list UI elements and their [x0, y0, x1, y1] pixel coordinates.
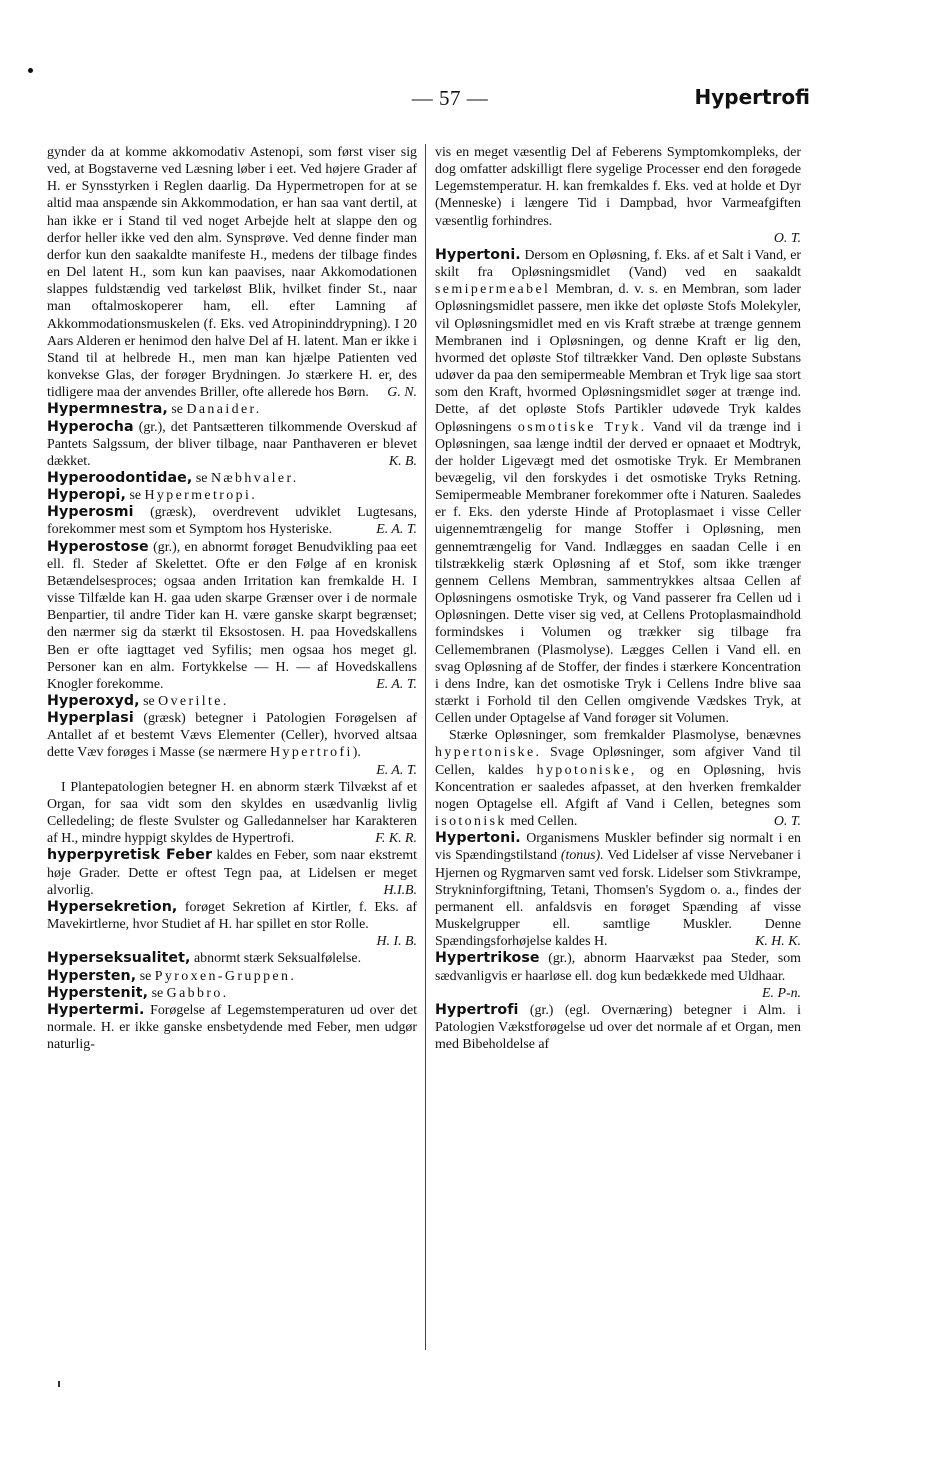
entry-text: (græsk) betegner i Patologien Forøgelsen af Antallet af et bestemt Vævs Elementer (Celler), hvorved altsaa dette Væv forøges i Masse (se nærmere: [47, 711, 417, 761]
entry-hyperopi: [47, 487, 417, 504]
entry-hyperoodontidae: [47, 470, 417, 487]
author-signature: F. K. R.: [375, 831, 417, 847]
entry-text-tail: ).: [352, 745, 361, 761]
cross-reference: Hypertrofi: [270, 745, 353, 761]
entry-hypertoni-osmotic-paragraph-2: [435, 727, 801, 830]
headword: Hyperseksualitet,: [47, 950, 191, 967]
entry-text: kaldes en Feber, som naar ekstremt høje Grader. Dette er oftest Tegn paa, at Lidelsen er meget alvorlig.: [47, 848, 417, 898]
entry-hyperostose: [47, 539, 417, 693]
page-number: — 57 —: [411, 86, 489, 110]
entry-text: (gr.) (egl. Overnæring) betegner i Alm. i Patologien Vækstforøgelse ud over det normale af et Organ, men med Bibeholdelse af: [435, 1002, 801, 1053]
entry-text: Vand vil da trænge ind i Opløsningen, saa længe indtil der derved er opnaaet et Modtryk, der holder Ligevægt med det osmotiske Tryk. Er Membranen bevægelig, vil den forskydes i det osmotiske Tryks Retning. Semipermeable Membraner forekommer ofte i Naturen. Saaledes er f. Eks. den yderste Hinde af Protoplasmaet i visse Celler uigennemtrængelig for mange Stoffer i Opløsning, men gennemtrængelig for Vand. Indlægges en saadan Celle i en tilstrækkelig stærk Opløsning af et Stof, som ikke trænger gennem Cellens Membran, sammentrykkes altsaa Cellen af Opløsningens osmotiske Tryk, og Vand passerer fra Cellen ud i Opløsningen. Dette viser sig ved, at Cellens Protoplasmaindhold formindskes i Volumen og trækker sig tilbage fra Cellemembranen (Plasmolyse). Lægges Cellen i Vand ell. en svag Opløsning af de Stoffer, der findes i stærkere Koncentration i dens Indre, kan det osmotiske Tryk i Cellens Indre blive saa stærkt i Forhold til den Cellen omgivende Vædskes Tryk, at Cellen under Optagelse af Vand forøger sit Volumen.: [435, 419, 801, 727]
column-divider: [425, 144, 426, 1350]
margin-dot: [28, 68, 33, 73]
cross-reference: Hypermetropi.: [144, 488, 258, 504]
margin-mark: [58, 1381, 60, 1387]
cross-ref-prefix: se: [139, 968, 152, 984]
headword: Hypermnestra,: [47, 401, 168, 418]
author-signature: E. A. T.: [376, 762, 417, 778]
entry-hypertoni-osmotic: [435, 247, 801, 727]
entry-text: Stærke Opløsninger, som fremkalder Plasmolyse, benævnes: [449, 728, 801, 744]
headword: Hypersten,: [47, 967, 137, 984]
author-signature: O. T.: [773, 230, 801, 246]
entry-continuation-hypertermi: [435, 144, 801, 247]
entry-text: Forøgelse af Legemstemperaturen ud over det normale. H. er ikke ganske ensbetydende med Feber, men udgør naturlig-: [47, 1002, 417, 1053]
author-signature: H. I. B.: [376, 934, 417, 950]
entry-text: forøget Sekretion af Kirtler, f. Eks. af Mavekirtlerne, hvor Studiet af H. har spillet en stor Rolle.: [47, 899, 417, 933]
entry-text: (gr.), det Pantsætteren tilkommende Overskud af Pantets Salgssum, der bliver tilbage, naar Panthaveren er blevet dækket.: [47, 419, 417, 469]
author-signature: G. N.: [387, 385, 417, 401]
entry-text: gynder da at komme akkomodativ Astenopi, som først viser sig ved, at Bogstaverne ved Læsning løber i eet. Ved højere Grader af H. er Synsstyrken i Reglen daarlig. Da Hypermetropen for at se altid maa anspænde sin Akkommodation, er han saa vant dertil, at han ikke er i Stand til ved noget Arbejde helt at slappe den og derfor heller ikke ved den alm. Synsprøve. Ved denne finder man derfor kun den saakaldte manifeste H., medens der tilbage findes en Del latent H., som kun kan paavises, naar Akkomodationen slappes fuldstændig ved tarkeløst Blik, hvilket finder St., naar man oftalmoskoperer ham, ell. efter Lamning af Akkommodationsmuskelen (f. Eks. ved Atropininddrypning). I 20 Aars Alderen er henimod den halve Del af H. latent. Man er ikke i Stand til at helbrede H., men man kan hjælpe Patienten ved konvekse Glas, der forøger Brydningen. Jo stærkere H. er, des tidligere maa der anvendes Briller, ofte allerede hos Børn.: [47, 145, 417, 401]
cross-reference: Overilte.: [158, 694, 229, 709]
author-signature: H.I.B.: [383, 882, 417, 898]
headword: Hyperplasi: [47, 710, 134, 727]
author-signature: K. B.: [388, 453, 417, 469]
cross-reference: Næbhvaler.: [210, 470, 299, 486]
cross-ref-prefix: se: [151, 985, 164, 1001]
entry-text: Ved Lidelser af visse Nervebaner i Hjernen og Rygmarven samt ved forsk. Lidelser som Stivkrampe, Strykninforgiftning, Tetani, Thomsen's Sygdom o. a., findes der permanent ell. anfaldsvis en forøget Spænding af visse Muskelgrupper ell. samtlige Muskler. Denne Spændingsforhøjelse kaldes H.: [435, 848, 801, 950]
author-signature: E. A. T.: [376, 676, 417, 692]
entry-hypertoni-muscle: [435, 830, 801, 950]
headword: hyperpyretisk Feber: [47, 847, 213, 864]
left-column: [47, 144, 417, 1053]
entry-text: Svage Opløsninger, som afgiver Vand til Cellen, kaldes: [435, 745, 801, 778]
spaced-term: osmotiske Tryk.: [517, 419, 647, 435]
headword: Hyperoodontidae,: [47, 469, 193, 486]
entry-hyperosmi: [47, 504, 417, 538]
headword: Hypersekretion,: [47, 898, 178, 915]
cross-ref-prefix: se: [143, 694, 155, 709]
entry-hypermnestra: [47, 401, 417, 418]
headword: Hypertrikose: [435, 950, 540, 967]
cross-ref-prefix: se: [171, 402, 183, 418]
entry-text: og en Opløsning, hvis Koncentration er saaledes afpasset, at den hverken fremkalder nogen Optagelse ell. Afgift af Vand i Cellen, betegnes som: [435, 762, 801, 812]
right-column: [435, 144, 801, 1053]
author-signature: E. P-n.: [762, 985, 801, 1001]
entry-text: (græsk), overdrevent udviklet Lugtesans, forekommer mest som et Symptom hos Hysteriske.: [47, 505, 417, 538]
entry-hypertermi: [47, 1002, 417, 1053]
entry-text: vis en meget væsentlig Del af Feberens Symptomkompleks, der dog omfatter adskilligt flere sygelige Processer end den forøgede Legemstemperatur. H. kan fremkaldes f. Eks. ved at holde et Dyr (Menneske) i længere Tid i Dampbad, hvor Varmeafgiften væsentlig forhindres.: [435, 145, 801, 229]
entry-hypertrikose: [435, 950, 801, 1001]
spaced-term: isotonisk: [435, 814, 507, 830]
author-signature: E. A. T.: [376, 522, 417, 538]
entry-text: I Plantepatologien betegner H. en abnorm stærk Tilvækst af et Organ, for saa vidt som den skyldes en usædvanlig livlig Celledeling; de fleste Svulster og Galledannelser har Karakteren af H., mindre hyppigt skyldes de Hypertrofi.: [47, 779, 417, 847]
author-signature: K. H. K.: [755, 934, 801, 950]
cross-ref-prefix: se: [195, 470, 208, 486]
headword: Hyperstenit,: [47, 984, 149, 1001]
headword: Hyperoxyd,: [47, 693, 140, 709]
entry-hyperplasi: [47, 710, 417, 779]
entry-hyperplasi-paragraph-2: [47, 779, 417, 848]
spaced-term: semipermeabel: [435, 282, 551, 298]
entry-hypersekretion: [47, 898, 417, 950]
entry-text: Dersom en Opløsning, f. Eks. af et Salt i Vand, er skilt fra Opløsningsmidlet (Vand) ved en saakaldt: [435, 247, 801, 281]
page-header: [40, 86, 810, 116]
headword: Hyperopi,: [47, 487, 126, 504]
entry-hyperstenit: [47, 985, 417, 1002]
headword: Hyperosmi: [47, 504, 134, 521]
entry-hyperocha: [47, 419, 417, 470]
author-signature: O. T.: [773, 814, 801, 830]
entry-hyperoxyd: [47, 693, 417, 710]
italic-term: (tonus).: [560, 848, 604, 864]
headword: Hyperocha: [47, 418, 134, 435]
entry-text: Membran, d. v. s. en Membran, som lader Opløsningsmidlet passere, men ikke det opløste Stofs Molekyler, vil Opløsningsmidlet med en vis Kraft stræbe at trænge gennem Membranen ind i Opløsningen, og denne Kraft er lig den, hvormed det opløste Stof tiltrækker Vand. Den opløste Substans udøver da paa den semipermeable Membran et Tryk lige saa stort som den Kraft, hvormed Opløsningsmidlet søger at trænge ind. Dette, af det opløste Stofs Partikler udøvede Tryk kaldes Opløsningens: [435, 282, 801, 435]
headword: Hypertrofi: [435, 1001, 519, 1018]
spaced-term: hypertoniske.: [435, 745, 542, 761]
cross-reference: Gabbro.: [166, 985, 229, 1001]
entry-text: Organismens Muskler befinder sig normalt i en vis Spændingstilstand: [435, 831, 801, 864]
headword: Hypertoni.: [435, 830, 521, 847]
entry-text: med Cellen.: [510, 814, 578, 830]
entry-hyperpyretisk-feber: [47, 847, 417, 898]
entry-text: (gr.), abnorm Haarvækst paa Steder, som sædvanligvis er haarløse ell. dog kun bedækkede med Uldhaar.: [435, 951, 801, 984]
entry-hypertrofi: [435, 1002, 801, 1053]
headword: Hypertermi.: [47, 1001, 145, 1018]
headword: Hypertoni.: [435, 246, 521, 263]
running-head: Hypertrofi: [694, 85, 810, 109]
cross-reference: Pyroxen-Gruppen.: [154, 968, 297, 984]
headword: Hyperostose: [47, 538, 149, 555]
cross-ref-prefix: se: [129, 488, 142, 504]
entry-text: (gr.), en abnormt forøget Benudvikling paa eet ell. fl. Steder af Skelettet. Ofte er den Følge af en kronisk Betændelsesproces; ogsaa anden Irritation kan fremkalde H. I visse Tilfælde kan H. gaa uden skarpe Grænser over i de normale Benpartier, til andre Tider kan H. være ganske skarpt begrænset; den nærmer sig da stærkt til Eksostosen. H. paa Hovedskallens Ben er ofte iagttaget ved Syfilis; men ogsaa hos meget gl. Personer kan en alm. Fortykkelse — H. — af Hovedskallens Knogler forekomme.: [47, 539, 417, 692]
spaced-term: hypotoniske,: [536, 762, 637, 778]
entry-hypersten: [47, 968, 417, 985]
cross-reference: Danaider.: [186, 402, 262, 418]
entry-text: abnormt stærk Seksualfølelse.: [194, 951, 362, 967]
entry-hyperseksualitet: [47, 950, 417, 967]
entry-continuation-hypermetropi: [47, 144, 417, 401]
